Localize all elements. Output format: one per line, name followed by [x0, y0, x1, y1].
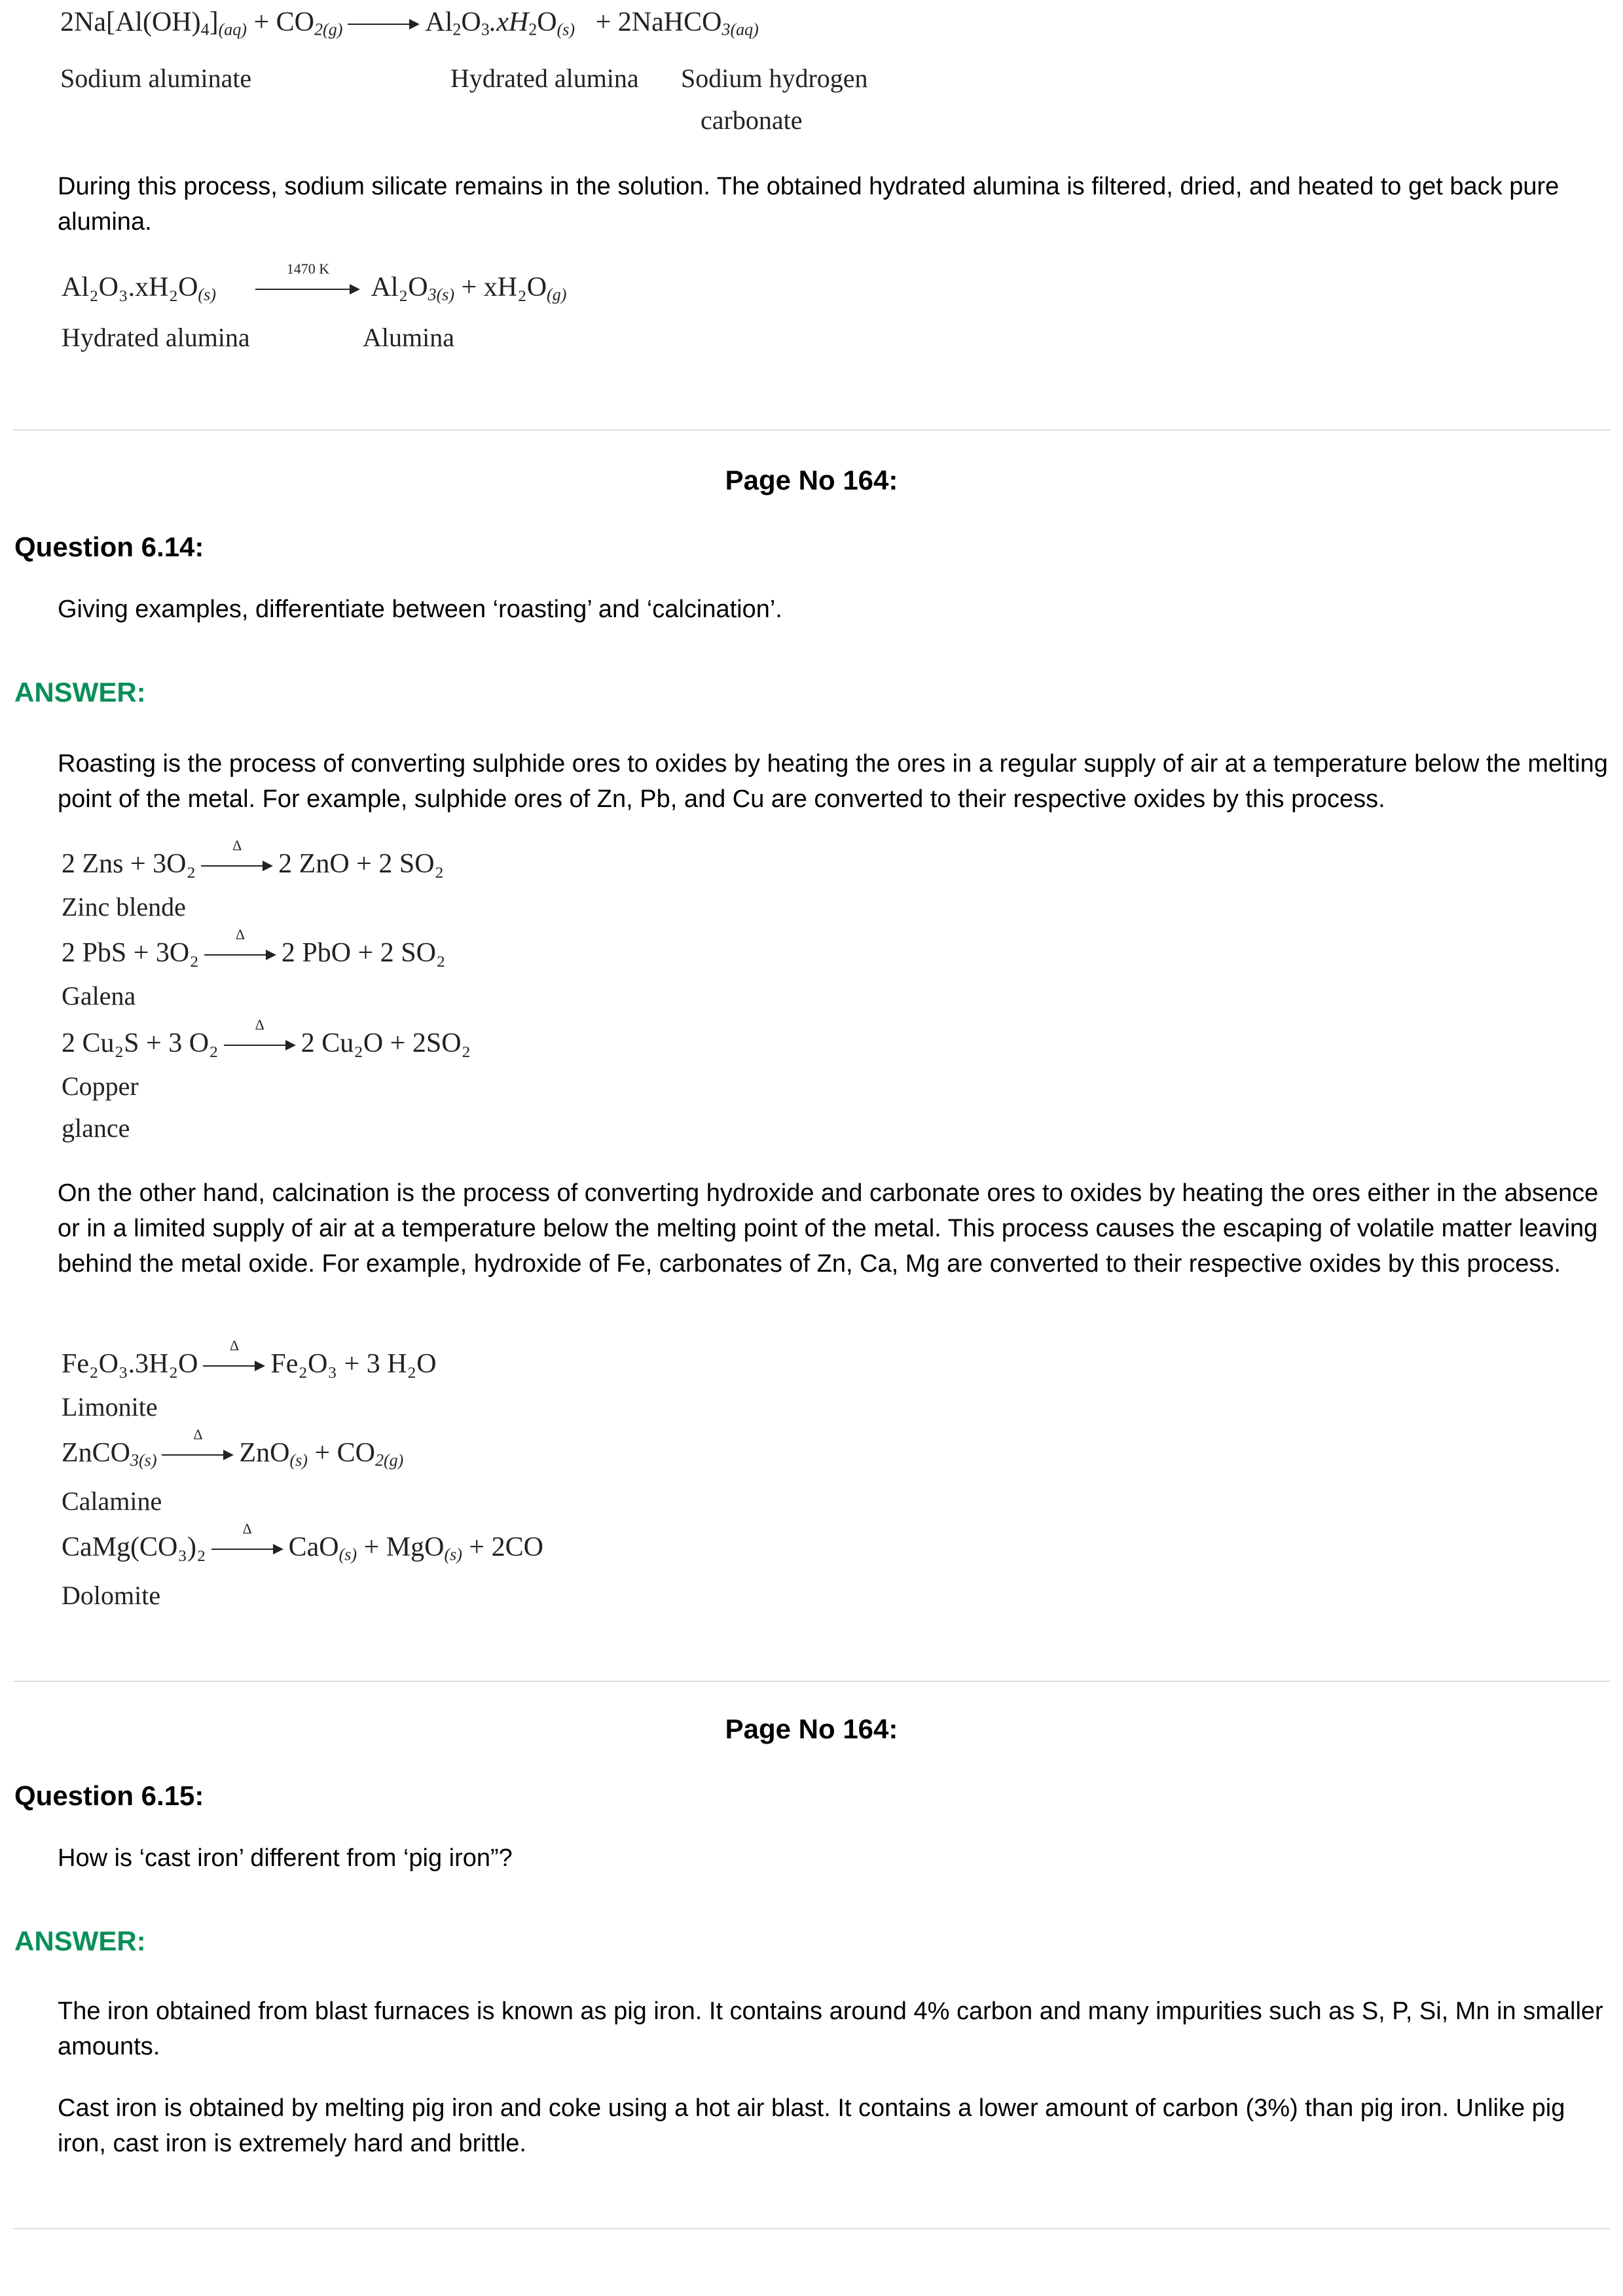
label-hydrated-alumina-2: Hydrated alumina: [62, 323, 250, 352]
divider-3: [13, 2228, 1611, 2229]
divider: [13, 429, 1611, 431]
question-text-2: How is ‘cast iron’ different from ‘pig iron”?: [58, 1844, 513, 1872]
label-alumina: Alumina: [363, 323, 454, 352]
page-number-heading-2: Page No 164:: [725, 1713, 898, 1744]
page-number-heading: Page No 164:: [725, 465, 898, 495]
label-sodium-hydrogen: Sodium hydrogen: [681, 63, 868, 93]
label-copper: Copper: [62, 1071, 139, 1101]
label-hydrated-alumina: Hydrated alumina: [450, 63, 639, 93]
equation-limonite: Fe₂O₃.3H₂O Δ Fe₂O₃ + 3 H₂O: [62, 1337, 437, 1379]
divider-2: [13, 1681, 1611, 1682]
label-galena: Galena: [62, 981, 136, 1011]
label-limonite: Limonite: [62, 1392, 158, 1422]
label-glance: glance: [62, 1113, 130, 1143]
equation-zinc-blende: 2 Zns + 3O₂ Δ 2 ZnO + 2 SO₂: [62, 837, 445, 879]
question-text: Giving examples, differentiate between ‘roasting’ and ‘calcination’.: [58, 596, 782, 623]
equation-galena: 2 PbS + 3O₂ Δ 2 PbO + 2 SO₂: [62, 926, 446, 968]
paragraph-roasting: Roasting is the process of converting sulphide ores to oxides by heating the ores in a regular supply of air at a temperature below the melting point of the metal. For example, sulphide ores of Zn, Pb, and Cu are converted to their respective oxides by this process.: [58, 750, 1608, 813]
answer-label-2: ANSWER:: [14, 1926, 146, 1956]
paragraph-calcination: On the other hand, calcination is the process of converting hydroxide and carbonate ores to oxides by heating the ores either in the absence or in a limited supply of air at a temperature below the melting point of the metal. This process causes the escaping of volatile matter leaving behind the metal oxide. For example, hydroxide of Fe, carbonates of Zn, Ca, Mg are converted to their respective oxides by this process.: [58, 1179, 1599, 1278]
paragraph-pig-iron: The iron obtained from blast furnaces is known as pig iron. It contains around 4% carbon and many impurities such as S, P, Si, Mn in smaller amounts.: [58, 1998, 1603, 2060]
paragraph-cast-iron: Cast iron is obtained by melting pig iron and coke using a hot air blast. It contains a lower amount of carbon (3%) than pig iron. Unlike pig iron, cast iron is extremely hard and brittle.: [58, 2094, 1565, 2157]
label-zinc-blende: Zinc blende: [62, 892, 186, 922]
label-carbonate: carbonate: [701, 105, 803, 135]
question-title-2: Question 6.15:: [14, 1780, 204, 1811]
equation-copper-glance: 2 Cu₂S + 3 O₂ Δ 2 Cu₂O + 2SO₂: [62, 1016, 471, 1058]
paragraph-sodium-silicate: During this process, sodium silicate remains in the solution. The obtained hydrated alumina is filtered, dried, and heated to get back pure alumina.: [58, 173, 1559, 236]
equation-dolomite: CaMg(CO₃)₂ Δ CaO$_{(s)}$ + MgO$_{(s)}$ + 2CO: [62, 1520, 543, 1564]
question-title: Question 6.14:: [14, 531, 204, 562]
equation-aluminate: $2Na[Al(OH)_4]_{(aq)} + CO_{2(g)}$ $Al_2O_3.xH_2O_{(s)}$ + 2NaHCO$_{3(aq)}$: [60, 7, 759, 39]
equation-calamine: ZnCO$_{3(s)}$ Δ $ZnO_{(s)} + CO_{2(g)}$: [62, 1426, 404, 1470]
answer-label: ANSWER:: [14, 677, 146, 708]
label-sodium-aluminate: Sodium aluminate: [60, 63, 252, 93]
label-calamine: Calamine: [62, 1486, 162, 1516]
equation-alumina-heating: $Al_2O_3.xH_2O_{(s)}$ 1470 K $Al_2O_{3(s)} + xH_2O_{(g)}$: [62, 260, 567, 304]
label-dolomite: Dolomite: [62, 1581, 161, 1610]
